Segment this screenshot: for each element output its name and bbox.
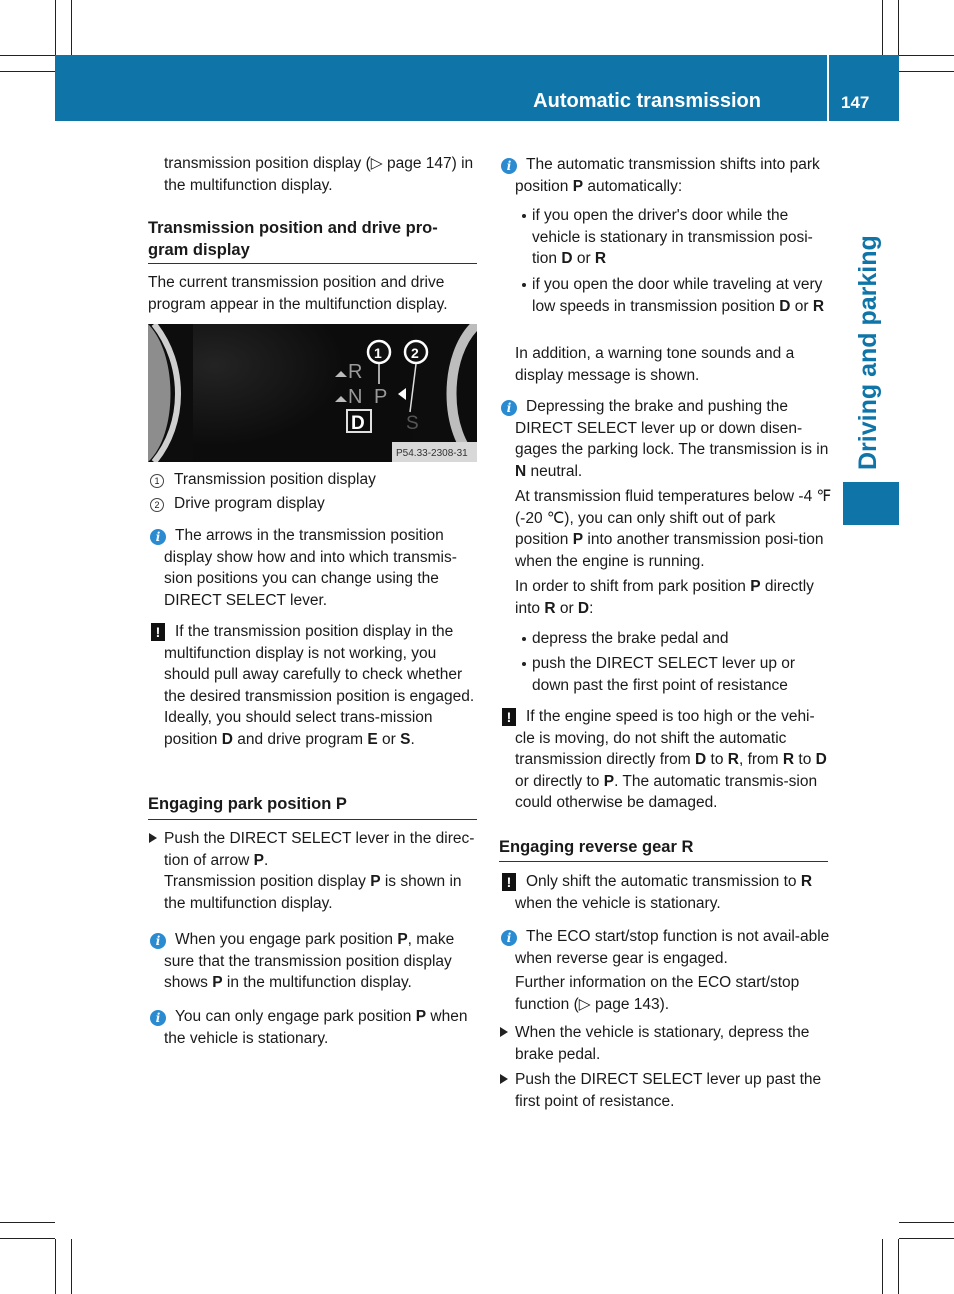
crop-mark (55, 1239, 56, 1294)
program-s: S (406, 413, 419, 434)
paragraph: Further information on the ECO start/stop function (▷ page 143). (515, 974, 800, 1013)
info-icon: i (501, 158, 517, 174)
gear-n: N (348, 386, 363, 408)
info-note: You can only engage park position P when the vehicle is stationary. (164, 1008, 468, 1047)
info-icon: i (501, 930, 517, 946)
crop-mark (882, 0, 883, 55)
heading-transmission-display: Transmission position and drive pro-gram display (148, 219, 438, 259)
instruction-step: Push the DIRECT SELECT lever in the direc-tion of arrow P. (164, 830, 475, 869)
gear-d: D (351, 413, 365, 434)
legend-number-1: 1 (150, 474, 164, 488)
crop-mark (882, 1239, 883, 1294)
bullet (522, 662, 526, 666)
bullet-item: if you open the door while traveling at very low speeds in transmission position D or R (532, 276, 825, 315)
page-header (55, 55, 899, 121)
callout-1: 1 (374, 345, 382, 361)
step-arrow-icon (149, 833, 157, 843)
info-note: The ECO start/stop function is not avail-able when reverse gear is engaged. (515, 928, 830, 967)
heading-park-position: Engaging park position P (148, 795, 347, 813)
info-icon: i (150, 529, 166, 545)
legend-item-2: Drive program display (174, 495, 325, 512)
crop-mark (899, 55, 954, 56)
chapter-label: Driving and parking (854, 235, 882, 470)
crop-mark (55, 0, 56, 55)
paragraph: In addition, a warning tone sounds and a display message is shown. (515, 345, 795, 384)
chapter-tab (843, 482, 899, 525)
crop-mark (898, 1239, 899, 1294)
heading-rule (148, 819, 477, 820)
cluster-illustration (148, 324, 477, 462)
bullet-item: push the DIRECT SELECT lever up or down past the first point of resistance (532, 655, 796, 694)
info-note: The automatic transmission shifts into park position P automatically: (515, 156, 820, 195)
paragraph: In order to shift from park position P directly into R or D: (515, 578, 814, 617)
heading-rule (499, 861, 828, 862)
info-note: When you engage park position P, make sure that the transmission position display shows P in the multifunction display. (164, 931, 455, 991)
instruction-step: Push the DIRECT SELECT lever up past the first point of resistance. (515, 1071, 822, 1110)
crop-mark (0, 55, 55, 56)
step-arrow-icon (500, 1027, 508, 1037)
callout-2: 2 (411, 345, 419, 361)
step-result: Transmission position display P is shown in the multifunction display. (164, 873, 462, 912)
warning-icon: ! (151, 623, 165, 641)
gear-r: R (348, 361, 363, 383)
bullet-item: if you open the driver's door while the vehicle is stationary in transmission posi-tion D or R (532, 207, 813, 267)
info-icon: i (150, 933, 166, 949)
legend-number-2: 2 (150, 498, 164, 512)
intro-text: transmission position display (▷ page 147) in the multifunction display. (164, 155, 474, 194)
warning-note: Only shift the automatic transmission to R when the vehicle is stationary. (515, 873, 813, 912)
info-icon: i (501, 400, 517, 416)
header-divider (827, 55, 829, 121)
warning-note: If the transmission position display in the multifunction display is not working, you should pull away carefully to check whether the desired transmission position is engaged. Ideally, you should select trans-mission position D and drive program E or S. (164, 623, 475, 748)
info-icon: i (150, 1010, 166, 1026)
bullet-item: depress the brake pedal and (532, 630, 729, 647)
heading-rule (148, 263, 477, 264)
warning-icon: ! (502, 873, 516, 891)
warning-note: If the engine speed is too high or the vehi-cle is moving, do not shift the automatic transmission directly from D to R, from R to D or directly to P. The automatic transmis-sion could otherwise be damaged. (515, 708, 827, 811)
crop-mark (899, 1222, 954, 1223)
gear-p: P (374, 386, 388, 408)
paragraph: The current transmission position and drive program appear in the multifunction display. (148, 274, 448, 313)
crop-mark (0, 1238, 55, 1239)
page-number: 147 (841, 93, 870, 112)
crop-mark (0, 1222, 55, 1223)
image-code: P54.33-2308-31 (396, 448, 468, 459)
instruction-step: When the vehicle is stationary, depress the brake pedal. (515, 1024, 810, 1063)
bullet (522, 637, 526, 641)
heading-reverse-gear: Engaging reverse gear R (499, 838, 694, 856)
crop-mark (71, 1239, 72, 1294)
info-note: Depressing the brake and pushing the DIRECT SELECT lever up or down disen-gages the parking lock. The transmission is in N neutral. (515, 398, 829, 480)
crop-mark (0, 71, 55, 72)
crop-mark (898, 0, 899, 55)
info-note: The arrows in the transmission position display show how and into which transmis-sion positions you can change using the DIRECT SELECT lever. (164, 527, 457, 609)
crop-mark (899, 71, 954, 72)
bullet (522, 214, 526, 218)
paragraph: At transmission fluid temperatures below -4 ℉ (-20 ℃), you can only shift out of park position P into another transmission posi-tion when the engine is running. (515, 488, 832, 570)
bullet (522, 283, 526, 287)
section-title: Automatic transmission (533, 90, 761, 112)
instrument-cluster-photo (148, 324, 477, 462)
crop-mark (71, 0, 72, 55)
crop-mark (899, 1238, 954, 1239)
step-arrow-icon (500, 1074, 508, 1084)
legend-item-1: Transmission position display (174, 471, 376, 488)
warning-icon: ! (502, 708, 516, 726)
